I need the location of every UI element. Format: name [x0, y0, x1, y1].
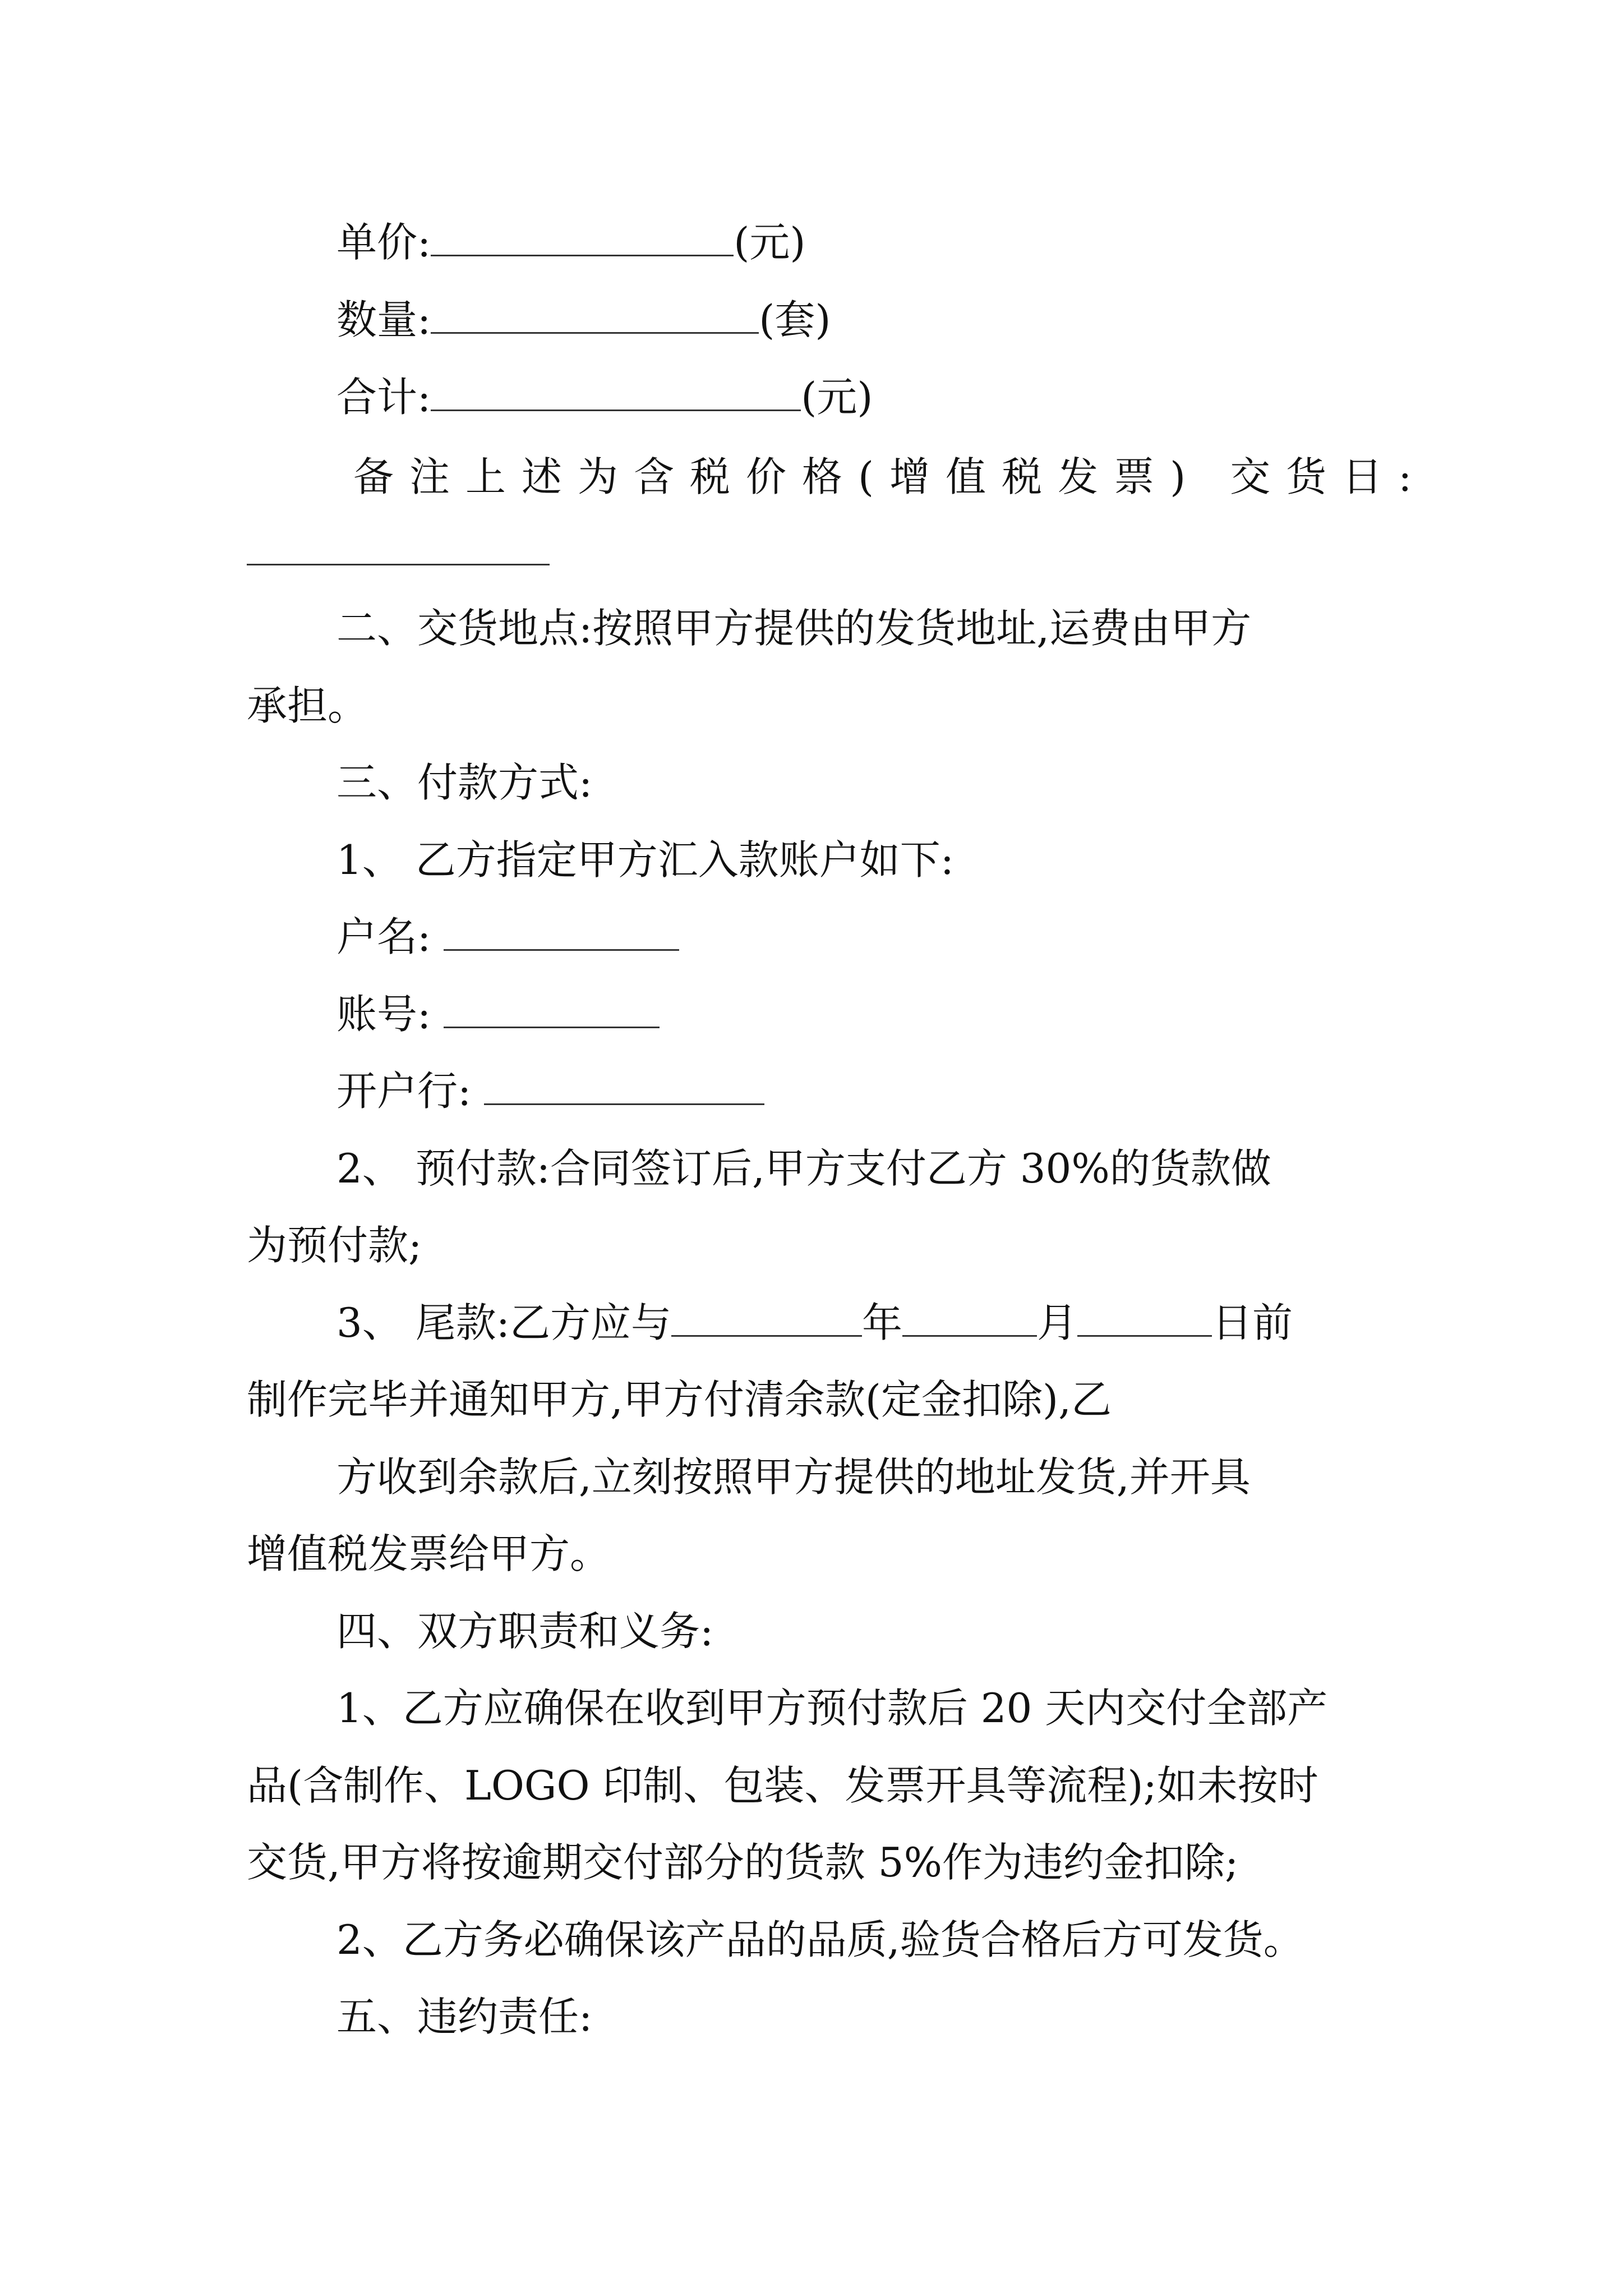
day-blank[interactable]: [1077, 1300, 1212, 1337]
account-number-label: 账号:: [336, 991, 431, 1038]
day-label: 日前: [1212, 1299, 1293, 1346]
unit-price-unit: (元): [734, 219, 806, 266]
unit-price-blank[interactable]: [431, 220, 734, 256]
unit-price-line: [336, 214, 805, 270]
section3-item3-line1: [336, 1295, 1293, 1351]
bank-label: 开户行:: [336, 1068, 472, 1115]
section2-line1: 二、交货地点:按照甲方提供的发货地址,运费由甲方: [336, 605, 1252, 652]
account-name-line: [336, 909, 679, 965]
month-blank[interactable]: [902, 1300, 1037, 1337]
section3-heading: 三、付款方式:: [336, 759, 593, 806]
section4-heading: 四、双方职责和义务:: [336, 1608, 714, 1655]
quantity-label: 数量:: [336, 296, 431, 343]
section3-item2-line2: 为预付款;: [247, 1222, 422, 1269]
account-number-line: [336, 986, 660, 1042]
section4-item1-line2: 品(含制作、LOGO 印制、包装、发票开具等流程);如未按时: [247, 1762, 1318, 1809]
section4-item2: 2、乙方务必确保该产品的品质,验货合格后方可发货。: [336, 1916, 1304, 1963]
total-blank[interactable]: [431, 375, 801, 411]
bank-blank[interactable]: [484, 1069, 764, 1105]
bank-line: [336, 1063, 764, 1119]
balance-payment-prefix: 3、 尾款:乙方应与: [336, 1299, 671, 1346]
total-unit: (元): [801, 374, 873, 421]
section4-item1-line1: 1、乙方应确保在收到甲方预付款后 20 天内交付全部产: [336, 1685, 1328, 1732]
total-line: [336, 369, 873, 425]
quantity-line: [336, 292, 831, 348]
section3-item1: 1、 乙方指定甲方汇入款账户如下:: [336, 836, 954, 884]
section3-item2-line1: 2、 预付款:合同签订后,甲方支付乙方 30%的货款做: [336, 1145, 1271, 1192]
section5-heading: 五、违约责任:: [336, 1993, 593, 2040]
remark-line: 备注上述为含税价格(增值税发票) 交货日:: [353, 453, 1428, 500]
total-label: 合计:: [336, 374, 431, 421]
quantity-unit: (套): [759, 296, 831, 343]
section3-item3-line2: 制作完毕并通知甲方,甲方付清余款(定金扣除),乙: [247, 1376, 1112, 1423]
account-name-blank[interactable]: [444, 914, 679, 951]
month-label: 月: [1036, 1299, 1077, 1346]
account-name-label: 户名:: [336, 913, 431, 960]
year-label: 年: [861, 1299, 902, 1346]
account-number-blank[interactable]: [444, 992, 660, 1028]
delivery-date-blank[interactable]: [247, 564, 550, 565]
quantity-blank[interactable]: [431, 297, 759, 334]
section3-item3-line4: 增值税发票给甲方。: [247, 1530, 611, 1577]
section4-item1-line3: 交货,甲方将按逾期交付部分的货款 5%作为违约金扣除;: [247, 1839, 1239, 1886]
year-blank[interactable]: [671, 1300, 862, 1337]
section2-line2: 承担。: [247, 682, 368, 729]
unit-price-label: 单价:: [336, 219, 431, 266]
section3-item3-line3: 方收到余款后,立刻按照甲方提供的地址发货,并开具: [336, 1453, 1251, 1501]
